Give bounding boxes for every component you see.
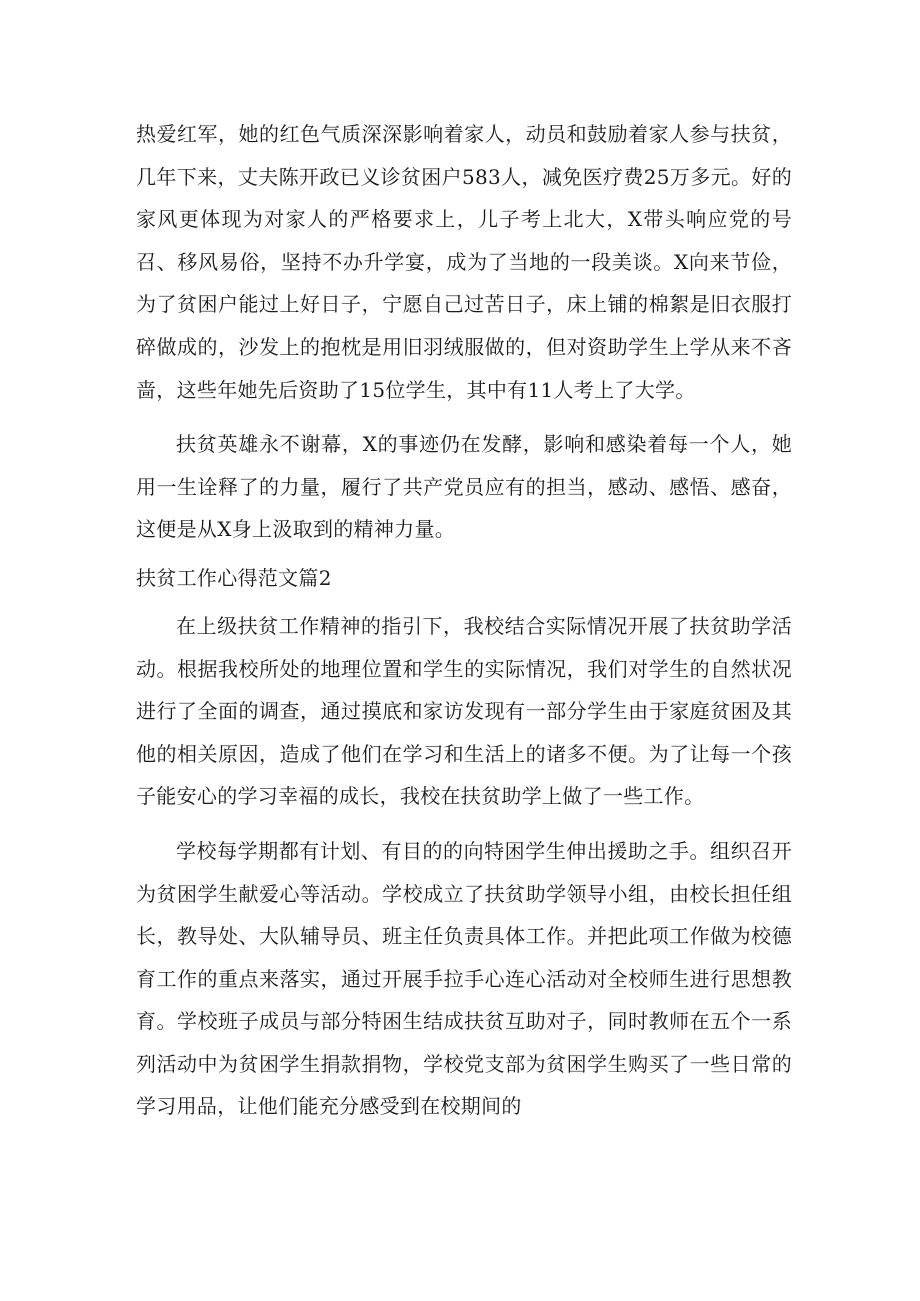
- body-paragraph: 在上级扶贫工作精神的指引下，我校结合实际情况开展了扶贫助学活动。根据我校所处的地理位置和学生的实际情况，我们对学生的自然状况进行了全面的调查，通过摸底和家访发现有一部分学生由于家庭贫困及其他的相关原因，造成了他们在学习和生活上的诸多不便。为了让每一个孩子能安心的学习幸福的成长，我校在扶贫助学上做了一些工作。: [136, 613, 792, 809]
- section-heading: 扶贫工作心得范文篇2: [136, 565, 332, 590]
- body-paragraph-continued: 热爱红军，她的红色气质深深影响着家人，动员和鼓励着家人参与扶贫，几年下来，丈夫陈开政已义诊贫困户583人，减免医疗费25万多元。好的家风更体现为对家人的严格要求上，儿子考上北大，X带头响应党的号召、移风易俗，坚持不办升学宴，成为了当地的一段美谈。X向来节俭，为了贫困户能过上好日子，宁愿自己过苦日子，床上铺的棉絮是旧衣服打碎做成的，沙发上的抱枕是用旧羽绒服做的，但对资助学生上学从来不吝啬，这些年她先后资助了15位学生，其中有11人考上了大学。: [136, 122, 792, 402]
- body-paragraph: 扶贫英雄永不谢幕，X的事迹仍在发酵，影响和感染着每一个人，她用一生诠释了的力量，履行了共产党员应有的担当，感动、感悟、感奋，这便是从X身上汲取到的精神力量。: [136, 432, 792, 542]
- body-paragraph: 学校每学期都有计划、有目的的向特困学生伸出援助之手。组织召开为贫困学生献爱心等活动。学校成立了扶贫助学领导小组，由校长担任组长，教导处、大队辅导员、班主任负责具体工作。并把此项工作做为校德育工作的重点来落实，通过开展手拉手心连心活动对全校师生进行思想教育。学校班子成员与部分特困生结成扶贫互助对子，同时教师在五个一系列活动中为贫困学生捐款捐物，学校党支部为贫困学生购买了一些日常的学习用品，让他们能充分感受到在校期间的: [136, 838, 792, 1119]
